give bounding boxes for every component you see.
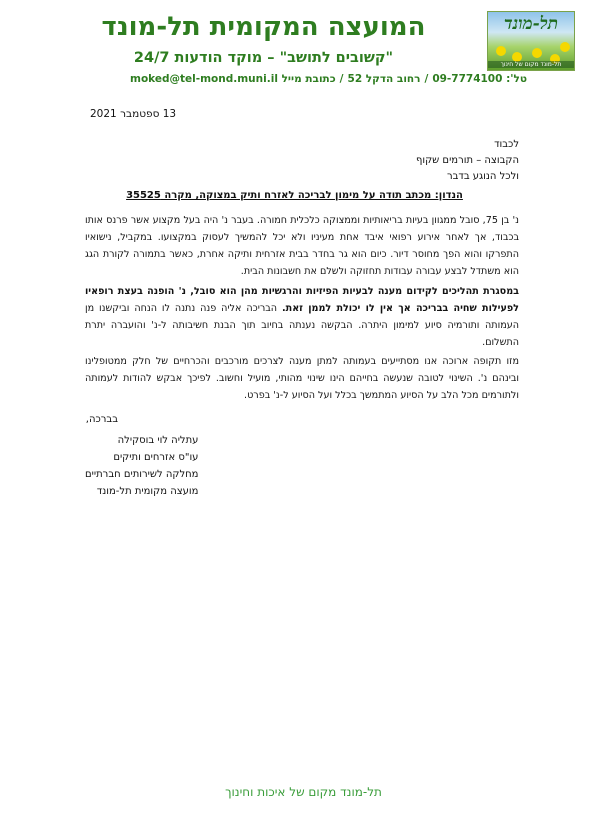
contact-address: רחוב הדקל 52	[347, 73, 421, 85]
signature-line: עו"ס אזרחים ותיקים	[113, 452, 199, 463]
recipient-line: הקבוצה – תורמים שקוף	[415, 155, 519, 166]
body-paragraph: נ' בן 75, סובל ממגוון בעיות בריאותיות וממצוקה כלכלית חמורה. בעבר נ' היה בעל מקצוע אשר פרנס אותו בכבוד, אך לאחר אירוע רפואי איבד אחת מעיניו ולא יכל להמשיך לעסוק במקצועו. במקביל, נישואיו התפרקו והוא הפך מחוסר דיור. כיום הוא גר בחדר בבית אזרחית ותיקה אחרת, כאשר בתמורה לקורת הגג הוא משתדל לבצע עבורה עבודות תחזוקה ולשלם את חשבונות הבית.	[85, 215, 519, 277]
contact-email[interactable]: כתובת מייל moked@tel-mond.muni.il	[130, 73, 336, 85]
footer-slogan: תל-מונד מקום של איכות וחינוך	[225, 785, 382, 799]
signature-block	[85, 432, 198, 500]
council-logo	[487, 11, 575, 71]
body-paragraph: מזו תקופה ארוכה אנו מסתייעים בעמותה למתן מענה לצרכים מורכבים והכרחיים של חלק ממטופלינו ובינהם נ'. השינוי לטובה שנעשה בחייהם הינו שינוי מהותי, מועיל וחשוב. לפיכך אבקש להודות לעמותה ולתורמים מכל הלב על הסיוע המתמשך בכלל ועל הסיוע ל-נ' בפרט.	[85, 356, 519, 401]
logo-subtext: תל-מונד מקום של חינוך	[488, 61, 574, 68]
signature-line: עתליה לוי בוסקילה	[117, 435, 199, 446]
closing: בברכה,	[85, 414, 118, 425]
letter-subject: הנדון: מכתב תודה על מימון לבריכה לאזרח ותיק במצוקה, מקרה 35525	[126, 190, 463, 201]
paragraph-text: הבריכה אליה פנה נתנה לו הנחה וביקשנו מן העמותה ותורמיה סיוע למימון היתרה. הבקשה נענתה בחיוב תוך הבנת חשיבותה ל-נ' והועברה יתרת התשלום.	[85, 303, 519, 348]
body-paragraph	[85, 283, 519, 351]
letterhead-title: המועצה המקומית תל-מונד	[101, 12, 426, 42]
recipients	[416, 137, 519, 185]
letter-date: 13 ספטמבר 2021	[90, 108, 177, 120]
letterhead-subtitle: "קשובים לתושב" – מוקד הודעות 24/7	[133, 50, 394, 66]
signature-line: מחלקה לשירותים חברתיים	[85, 469, 199, 480]
signature-line: מועצה מקומית תל-מונד	[96, 486, 199, 497]
recipient-line: ולכל הנוגע בדבר	[446, 171, 519, 182]
recipient-line: לכבוד	[494, 139, 519, 150]
contact-line: טל': 09-7774100/רחוב הדקל 52/כתובת מייל moked@tel-mond.muni.il	[130, 73, 527, 85]
contact-phone: טל': 09-7774100	[432, 73, 527, 85]
logo-text: תל-מונד	[503, 14, 559, 34]
highlighted-text: במסגרת תהליכים לקידום מענה לבעיות הפיזיות והרגשיות מהן הוא סובל, נ' הופנה בעצת רופאיו לפעילות שחיה בבריכה אך אין לו יכולת לממן זאת.	[85, 286, 519, 314]
